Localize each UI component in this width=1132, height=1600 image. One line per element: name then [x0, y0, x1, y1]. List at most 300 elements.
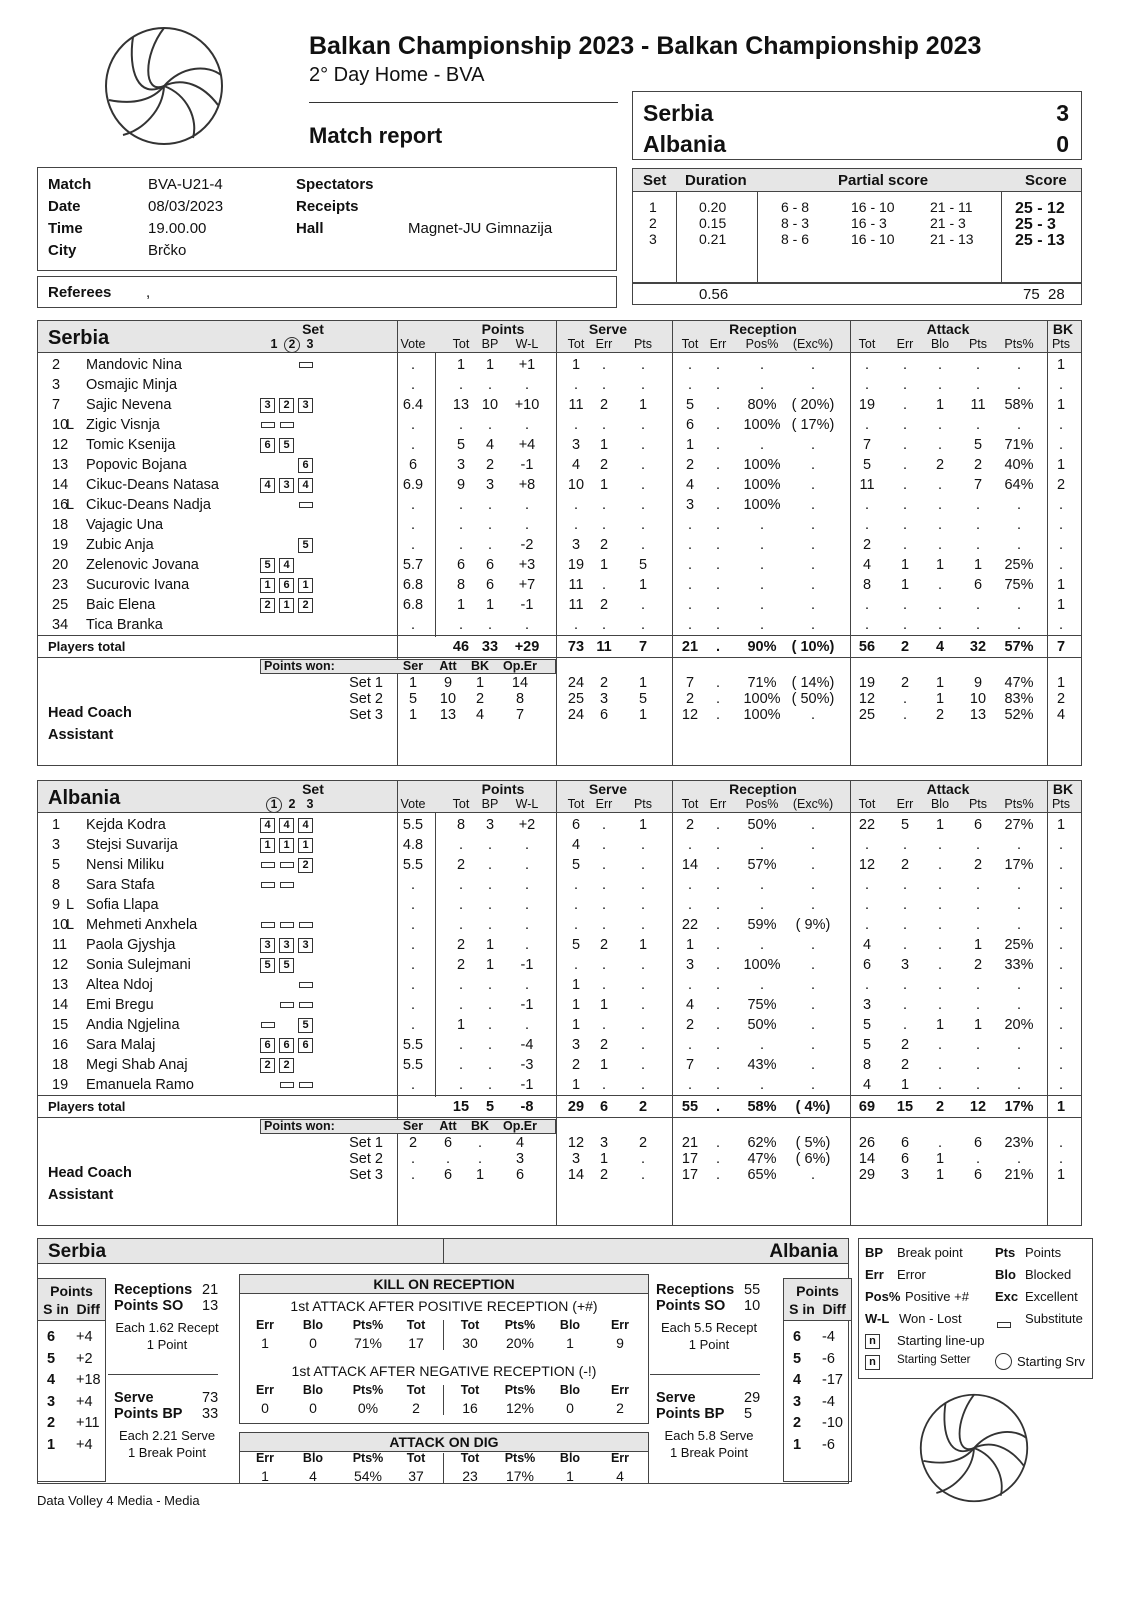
stat-bp: 1 [485, 357, 495, 373]
city-label: City [48, 242, 77, 259]
team2-sets: 0 [1056, 131, 1069, 157]
starting-position: 2 [260, 1058, 275, 1073]
stat-vote: . [410, 537, 416, 553]
kill-value: 0 [309, 1400, 317, 1416]
stat-se: 2 [599, 1037, 609, 1053]
stat-ap: 2 [973, 857, 983, 873]
stat-ab: . [937, 617, 943, 633]
stat-se: 1 [599, 1057, 609, 1073]
jersey-number: 20 [52, 557, 69, 573]
kill-col-header: Pts% [504, 1451, 536, 1465]
kill-title: KILL ON RECEPTION [373, 1276, 515, 1292]
stat-rx: . [810, 577, 816, 593]
points-rotation-sub: S in Diff [43, 1301, 100, 1317]
stat-sp: . [640, 457, 646, 473]
set-row-label: Set 2 [349, 691, 383, 707]
stat-wl: -1 [520, 597, 534, 613]
reception-header: Reception [729, 781, 797, 797]
set-stat-sp: 1 [638, 675, 648, 691]
starting-position: 1 [260, 578, 275, 593]
spectators-label: Spectators [296, 176, 374, 193]
substitute-icon [280, 422, 294, 428]
points-so-label: Points SO [656, 1298, 726, 1314]
stat-vote: 6.9 [402, 477, 424, 493]
kill-col-header: Tot [406, 1451, 426, 1465]
stat-sp: 1 [638, 397, 648, 413]
stat-se: . [601, 1017, 607, 1033]
stat-app: 71% [1004, 437, 1034, 453]
stat-re: . [715, 897, 721, 913]
kill-value: 2 [616, 1400, 624, 1416]
stat-ap: 2 [973, 457, 983, 473]
kill-value: 0 [309, 1335, 317, 1351]
jersey-number: 23 [52, 577, 69, 593]
col-header-ap: Pts [968, 337, 988, 351]
stat-vote: . [410, 517, 416, 533]
legend-pts: Pts [995, 1245, 1016, 1260]
stat-rp: . [759, 977, 765, 993]
col-header-bk: Pts [1051, 337, 1071, 351]
rotation-diff: +4 [76, 1329, 93, 1345]
starting-position: 5 [279, 438, 294, 453]
stat-re: . [715, 857, 721, 873]
kill-col-header: Err [255, 1451, 275, 1465]
stat-ap: 1 [973, 937, 983, 953]
kill-value: 0 [261, 1400, 269, 1416]
stat-re: . [715, 937, 721, 953]
serve-ratio-point: 1 Break Point [669, 1445, 749, 1460]
kill-col-header: Err [255, 1383, 275, 1397]
stat-rx: . [810, 457, 816, 473]
stat-at: . [864, 977, 870, 993]
stat-ae: . [902, 437, 908, 453]
hall-value: Magnet-JU Gimnazija [408, 220, 553, 237]
kill-value: 2 [412, 1400, 420, 1416]
stat-pt: . [458, 537, 464, 553]
stat-at: . [864, 877, 870, 893]
total-app: 17% [1004, 1099, 1034, 1115]
stat-wl: . [524, 417, 530, 433]
set-partial-1: 8 - 6 [781, 231, 810, 247]
points-won-att: 13 [439, 707, 457, 723]
col-header-re: Err [709, 797, 727, 811]
stat-at: 22 [858, 817, 876, 833]
stat-ap: 11 [970, 397, 986, 413]
total-sp: 2 [638, 1099, 648, 1115]
starting-position: 6 [279, 578, 294, 593]
stat-wl: . [524, 377, 530, 393]
set-stat-bk: 1 [1056, 1167, 1066, 1183]
referees-label: Referees [48, 284, 112, 301]
reception-ratio: Each 5.5 Recept [660, 1320, 758, 1335]
stat-at: 2 [862, 537, 872, 553]
albania-stats-table [37, 780, 1082, 1226]
stat-se: 1 [599, 997, 609, 1013]
stat-sp: . [640, 1017, 646, 1033]
sets-table [632, 168, 1082, 283]
stat-sp: . [640, 997, 646, 1013]
stat-at: . [864, 357, 870, 373]
col-header-ab: Blo [930, 337, 950, 351]
total-rt: 21 [681, 639, 699, 655]
jersey-number: 13 [52, 457, 69, 473]
points-won-bk: . [477, 1135, 483, 1151]
stat-app: . [1016, 517, 1022, 533]
total-app: 57% [1004, 639, 1034, 655]
stat-at: . [864, 917, 870, 933]
stat-bp: . [487, 997, 493, 1013]
stat-sp: . [640, 537, 646, 553]
col-header-rx: (Exc%) [792, 797, 834, 811]
stat-rx: . [810, 937, 816, 953]
stat-st: 5 [571, 937, 581, 953]
receipts-label: Receipts [296, 198, 359, 215]
points-won-op: 14 [511, 675, 529, 691]
time-label: Time [48, 220, 83, 237]
stat-rp: . [759, 597, 765, 613]
stat-re: . [715, 957, 721, 973]
starting-position: 6 [260, 1038, 275, 1053]
player-name: Cikuc-Deans Natasa [86, 477, 219, 493]
kill-col-header: Pts% [352, 1318, 384, 1332]
total-ab: 4 [935, 639, 945, 655]
stat-ae: . [902, 497, 908, 513]
kill-value: 54% [353, 1468, 383, 1484]
points-won-label: Points won: [264, 659, 335, 673]
stat-app: . [1016, 977, 1022, 993]
stat-st: 1 [571, 1077, 581, 1093]
stat-at: . [864, 897, 870, 913]
stat-rt: . [687, 377, 693, 393]
starting-position: 3 [260, 398, 275, 413]
set-stat-bk: . [1058, 1151, 1064, 1167]
attack-header: Attack [926, 781, 970, 797]
set-stat-at: 12 [858, 691, 876, 707]
stat-rp: . [759, 877, 765, 893]
stat-at: 3 [862, 997, 872, 1013]
stat-re: . [715, 357, 721, 373]
points-won-ser: . [410, 1167, 416, 1183]
oper-header: Op.Er [502, 659, 538, 673]
total-st: 73 [567, 639, 585, 655]
stat-rx: . [810, 817, 816, 833]
starting-position: 1 [279, 598, 294, 613]
points-won-op: 3 [515, 1151, 525, 1167]
stat-re: . [715, 477, 721, 493]
team1-name: Serbia [643, 100, 714, 126]
stat-sp: . [640, 917, 646, 933]
set-stat-ae: . [902, 707, 908, 723]
team-name: Serbia [48, 327, 110, 349]
set-score: 25 - 13 [1015, 232, 1065, 249]
set-stat-sp: 5 [638, 691, 648, 707]
stat-st: 1 [571, 977, 581, 993]
player-name: Sara Malaj [86, 1037, 156, 1053]
set-number: 1 [649, 199, 657, 215]
stat-rt: 1 [685, 937, 695, 953]
kill-col-header: Pts% [352, 1451, 384, 1465]
jersey-number: 12 [52, 437, 69, 453]
points-bp-value: 5 [744, 1406, 753, 1422]
set-stat-re: . [715, 1151, 721, 1167]
stat-at: 7 [862, 437, 872, 453]
stat-ab: . [937, 877, 943, 893]
stat-rt: . [687, 837, 693, 853]
stat-ae: . [902, 937, 908, 953]
stat-rx: . [810, 357, 816, 373]
legend-err: Err [865, 1267, 884, 1282]
total-re: . [715, 1099, 721, 1115]
substitute-icon [299, 1082, 313, 1088]
set-stat-ab: 1 [935, 1167, 945, 1183]
stat-wl: -1 [520, 457, 534, 473]
stat-ae: . [902, 517, 908, 533]
kill-value: 0% [357, 1400, 379, 1416]
stat-rp: 75% [747, 997, 777, 1013]
stat-app: 25% [1004, 557, 1034, 573]
stat-wl: . [524, 517, 530, 533]
kill-col-header: Tot [406, 1318, 426, 1332]
col-header-app: Pts% [1004, 337, 1034, 351]
col-header-wl: W-L [515, 797, 539, 811]
set-stat-rx: . [810, 707, 816, 723]
set-stat-rp: 65% [747, 1167, 777, 1183]
stat-rp: . [759, 377, 765, 393]
stat-st: 1 [571, 1017, 581, 1033]
stat-vote: . [410, 1017, 416, 1033]
starting-position: 4 [279, 558, 294, 573]
stat-ap: . [975, 517, 981, 533]
total-pt: 15 [452, 1099, 470, 1115]
stat-ab: . [937, 497, 943, 513]
stat-vote: 5.5 [402, 1037, 424, 1053]
stat-vote: 5.5 [402, 1057, 424, 1073]
team2-name: Albania [643, 131, 727, 157]
stat-sp: 1 [638, 817, 648, 833]
stat-bk: . [1058, 1057, 1064, 1073]
stat-st: . [573, 617, 579, 633]
total-wl: +29 [514, 639, 540, 655]
stat-st: . [573, 877, 579, 893]
legend [858, 1238, 1093, 1379]
kill-value: 1 [566, 1335, 574, 1351]
jersey-number: 2 [52, 357, 61, 373]
substitute-icon [299, 502, 313, 508]
set-partial-1: 8 - 3 [781, 215, 810, 231]
stat-ab: . [937, 1037, 943, 1053]
starting-position: 3 [298, 398, 313, 413]
stat-ae: . [902, 417, 908, 433]
jersey-number: 34 [52, 617, 69, 633]
points-bp-value: 33 [202, 1406, 219, 1422]
stat-at: . [864, 837, 870, 853]
substitute-icon [261, 1022, 275, 1028]
player-name: Mehmeti Anxhela [86, 917, 198, 933]
starting-position: 1 [298, 838, 313, 853]
substitute-icon [261, 862, 275, 868]
bk-header: BK [1052, 781, 1074, 797]
stat-rt: 5 [685, 397, 695, 413]
rotation-number: 5 [47, 1350, 56, 1367]
stat-bp: . [487, 877, 493, 893]
points-won-op: 4 [515, 1135, 525, 1151]
set-stat-ap: 6 [973, 1167, 983, 1183]
stat-bk: . [1058, 497, 1064, 513]
stat-st: . [573, 517, 579, 533]
set-partial-1: 6 - 8 [781, 199, 810, 215]
starting-position: 4 [260, 818, 275, 833]
stat-wl: . [524, 897, 530, 913]
reception-header: Reception [729, 321, 797, 337]
player-name: Mandovic Nina [86, 357, 182, 373]
stat-bk: . [1058, 877, 1064, 893]
stat-ab: . [937, 857, 943, 873]
stat-ap: 6 [973, 817, 983, 833]
stat-re: . [715, 997, 721, 1013]
bk-won-header: BK [470, 1119, 490, 1133]
set-stat-rx: ( 5%) [795, 1135, 831, 1151]
stat-rp: 50% [747, 817, 777, 833]
match-value: BVA-U21-4 [148, 176, 223, 193]
set-stat-ap: . [975, 1151, 981, 1167]
set-stat-ap: 6 [973, 1135, 983, 1151]
stat-wl: . [524, 857, 530, 873]
total-sp: 7 [638, 639, 648, 655]
set-stat-rp: 71% [747, 675, 777, 691]
set-row-label: Set 3 [349, 1167, 383, 1183]
players-total-label: Players total [48, 1099, 126, 1114]
stat-pt: 1 [456, 597, 466, 613]
starting-position: 2 [279, 398, 294, 413]
player-name: Cikuc-Deans Nadja [86, 497, 211, 513]
stat-vote: . [410, 377, 416, 393]
stat-se: . [601, 617, 607, 633]
stat-rx: . [810, 957, 816, 973]
substitute-icon [299, 922, 313, 928]
stat-app: . [1016, 917, 1022, 933]
stat-sp: . [640, 617, 646, 633]
player-name: Andia Ngjelina [86, 1017, 180, 1033]
player-name: Vajagic Una [86, 517, 164, 533]
stat-app: . [1016, 597, 1022, 613]
stat-ae: 2 [900, 1057, 910, 1073]
rotation-number: 3 [793, 1393, 802, 1410]
stat-ae: 5 [900, 817, 910, 833]
stat-rx: . [810, 1057, 816, 1073]
stat-st: . [573, 897, 579, 913]
stat-bk: . [1058, 1017, 1064, 1033]
stat-rp: 50% [747, 1017, 777, 1033]
stat-rt: . [687, 557, 693, 573]
stat-vote: . [410, 877, 416, 893]
set-col-3: 3 [306, 797, 314, 811]
stat-rt: 4 [685, 997, 695, 1013]
starting-position: 4 [260, 478, 275, 493]
set-stat-ae: 6 [900, 1151, 910, 1167]
player-name: Zelenovic Jovana [86, 557, 199, 573]
stat-st: 11 [568, 397, 584, 413]
stat-rt: . [687, 1037, 693, 1053]
stat-re: . [715, 457, 721, 473]
col-header-rx: (Exc%) [792, 337, 834, 351]
substitute-icon [280, 922, 294, 928]
stat-vote: . [410, 897, 416, 913]
stat-ae: . [902, 997, 908, 1013]
total-at: 56 [858, 639, 876, 655]
stat-bk: . [1058, 1037, 1064, 1053]
stat-wl: . [524, 937, 530, 953]
total-ae: 2 [900, 639, 910, 655]
stat-rt: . [687, 517, 693, 533]
stat-bp: . [487, 857, 493, 873]
stat-rx: . [810, 477, 816, 493]
points-won-bk: 2 [475, 691, 485, 707]
set-stat-rx: ( 6%) [795, 1151, 831, 1167]
stat-sp: . [640, 857, 646, 873]
starting-position: 2 [260, 598, 275, 613]
col-header-at: Tot [858, 797, 876, 811]
stat-se: 2 [599, 937, 609, 953]
stat-bk: . [1058, 937, 1064, 953]
stat-re: . [715, 817, 721, 833]
stat-st: 3 [571, 437, 581, 453]
stat-rp: . [759, 517, 765, 533]
stat-ae: . [902, 877, 908, 893]
stat-ae: . [902, 397, 908, 413]
player-name: Sonia Sulejmani [86, 957, 191, 973]
stat-wl: . [524, 917, 530, 933]
stat-st: 1 [571, 357, 581, 373]
total-rp: 58% [747, 1099, 777, 1115]
legend-exc: Exc [995, 1289, 1019, 1304]
head-coach-label: Head Coach [48, 1165, 132, 1181]
stat-rx: . [810, 437, 816, 453]
rotation-diff: -4 [822, 1393, 835, 1410]
stat-bk: . [1058, 617, 1064, 633]
player-name: Zubic Anja [86, 537, 154, 553]
stat-app: . [1016, 417, 1022, 433]
stat-bk: 1 [1056, 577, 1066, 593]
stat-bp: 1 [485, 597, 495, 613]
stat-at: . [864, 497, 870, 513]
starting-position: 5 [298, 538, 313, 553]
kill-value: 1 [261, 1468, 269, 1484]
stat-re: . [715, 577, 721, 593]
set-stat-se: 3 [599, 691, 609, 707]
points-rotation-box [37, 1278, 106, 1482]
stat-rt: 2 [685, 817, 695, 833]
set-stat-sp: . [640, 1167, 646, 1183]
stat-ab: . [937, 597, 943, 613]
stat-rx: . [810, 537, 816, 553]
stat-bk: 1 [1056, 457, 1066, 473]
stat-pt: 2 [456, 937, 466, 953]
stat-ap: . [975, 837, 981, 853]
stat-se: 1 [599, 437, 609, 453]
stat-bk: . [1058, 537, 1064, 553]
kill-value: 12% [505, 1400, 535, 1416]
referees-box [37, 276, 617, 308]
stat-rp: 100% [743, 457, 781, 473]
stat-sp: . [640, 357, 646, 373]
legend-blo: Blo [995, 1267, 1016, 1282]
stat-sp: . [640, 377, 646, 393]
ser-header: Ser [402, 659, 424, 673]
starting-position: 5 [298, 1018, 313, 1033]
stat-rx: . [810, 997, 816, 1013]
stat-bp: . [487, 917, 493, 933]
bk-header: BK [1052, 321, 1074, 337]
